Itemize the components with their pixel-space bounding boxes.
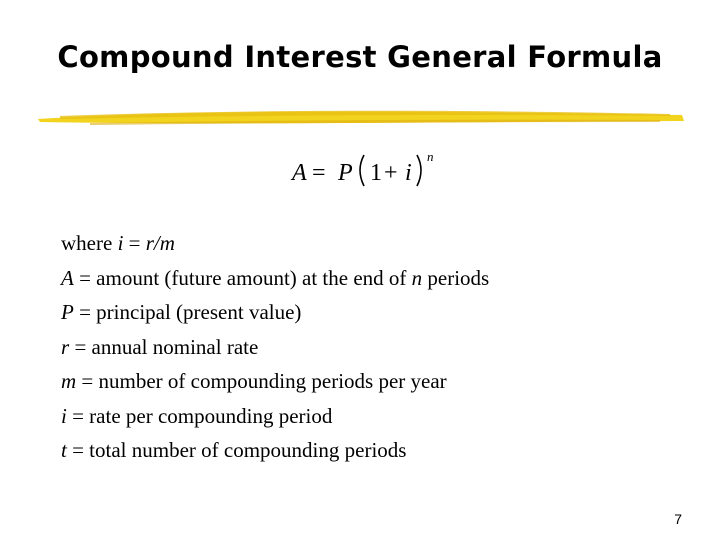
slide-title: Compound Interest General Formula (57, 40, 663, 74)
definition-line: where i = r/m (61, 231, 175, 255)
formula-principal: P (338, 160, 353, 186)
definition-line: P = principal (present value) (61, 300, 302, 324)
left-paren (360, 155, 364, 186)
formula-exponent: n (427, 149, 434, 164)
right-paren (417, 155, 421, 186)
formula-equals: = (312, 160, 326, 186)
definition-line: A = amount (future amount) at the end of n periods (61, 265, 490, 290)
compound-interest-formula (290, 148, 440, 188)
definition-line: i = rate per compounding period (61, 403, 333, 428)
formula-one: 1 (370, 160, 382, 186)
formula-lhs: A (292, 160, 307, 186)
formula-plus: + (384, 160, 398, 186)
definition-line: m = number of compounding periods per year (61, 369, 447, 393)
definition-line: t = total number of compounding periods (61, 438, 407, 462)
definitions-list (61, 226, 681, 468)
page-number: 7 (674, 511, 682, 527)
definition-line: r = annual nominal rate (61, 334, 259, 359)
title-underline-brush-stroke (30, 100, 690, 130)
formula-rate: i (405, 160, 412, 186)
